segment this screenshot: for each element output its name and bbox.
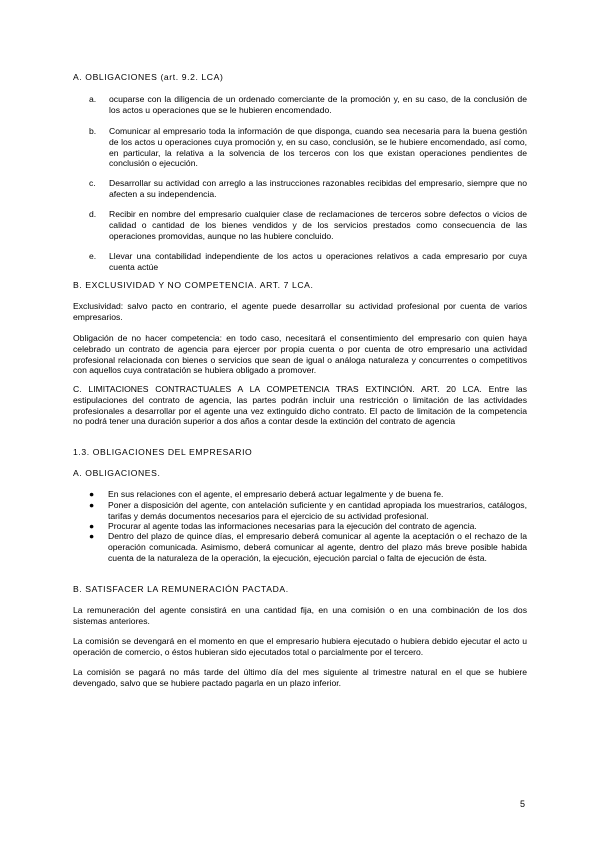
empresario-bullet-1 xyxy=(89,489,527,500)
item-label: c. xyxy=(89,178,96,188)
item-label: e. xyxy=(89,251,97,261)
item-text: Comunicar al empresario toda la información de que disponga, cuando sea necesaria para la buena gestión de los actos u operaciones cuya promoción y, en su caso, conclusión, se le hubiere encomendado, así como, en particular, la relativa a la solvencia de los terceros con los que existan operaciones pendientes de conclusión o ejecución. xyxy=(109,126,527,169)
section-a-obligaciones-heading: A. OBLIGACIONES (art. 9.2. LCA) xyxy=(73,72,224,82)
bullet-text: Dentro del plazo de quince días, el empresario deberá comunicar al agente la aceptación o el rechazo de la operación comunicada. Asimismo, deberá comunicar al agente, dentro del plazo más breve posible habida cuenta de la naturaleza de la operación, la ejecución, ejecución parcial o falta de ejecución de ésta. xyxy=(108,531,527,563)
bullet-text: Poner a disposición del agente, con antelación suficiente y en cantidad apropiada los muestrarios, catálogos, tarifas y demás documentos necesarios para el ejercicio de su actividad profesional. xyxy=(108,500,527,521)
bullet-icon: ● xyxy=(89,500,95,510)
section-b-exclusividad-heading: B. EXCLUSIVIDAD Y NO COMPETENCIA. ART. 7 LCA. xyxy=(73,280,314,290)
remuneracion-paragraph-2: La comisión se devengará en el momento en que el empresario hubiera ejecutado o hubiera debido ejecutar el acto u operación de comercio, o éstos hubieran sido ejecutados total o parcialmente por el tercero. xyxy=(73,636,527,657)
empresario-obligaciones-heading: A. OBLIGACIONES. xyxy=(73,468,161,478)
item-text: Recibir en nombre del empresario cualquier clase de reclamaciones de terceros sobre defectos o vicios de calidad o cantidad de los bienes vendidos y de los servicios prestados como consecuencia de las operaciones promovidas, aunque no las hubiere concluido. xyxy=(109,209,527,241)
obligacion-item-c xyxy=(89,178,527,200)
item-text: ocuparse con la diligencia de un ordenado comerciante de la promoción y, en su caso, de la conclusión de los actos u operaciones que se le hubieren encomendado. xyxy=(109,94,527,115)
item-text: Desarrollar su actividad con arreglo a las instrucciones razonables recibidas del empresario, siempre que no afecten a su independencia. xyxy=(109,178,527,199)
section-1-3-heading: 1.3. OBLIGACIONES DEL EMPRESARIO xyxy=(73,447,253,457)
obligacion-item-e xyxy=(89,251,527,273)
no-competencia-paragraph: Obligación de no hacer competencia: en todo caso, necesitará el consentimiento del empresario con quien haya celebrado un contrato de agencia para ejercer por propia cuenta o por cuenta de otro empresario una actividad profesional relacionada con bienes o servicios que sean de igual o análoga naturaleza y concurrentes o competitivos con aquellos cuya contratación se hubiera obligado a promover. xyxy=(73,333,527,376)
empresario-bullet-4 xyxy=(89,531,527,563)
item-label: a. xyxy=(89,94,97,104)
bullet-text: Procurar al agente todas las informaciones necesarias para la ejecución del contrato de agencia. xyxy=(108,521,477,531)
obligacion-item-d xyxy=(89,209,527,241)
bullet-icon: ● xyxy=(89,531,95,541)
obligacion-item-b xyxy=(89,126,527,169)
item-label: d. xyxy=(89,209,97,219)
bullet-icon: ● xyxy=(89,521,95,531)
remuneracion-paragraph-1: La remuneración del agente consistirá en una cantidad fija, en una comisión o en una combinación de los dos sistemas anteriores. xyxy=(73,605,527,626)
empresario-bullet-2 xyxy=(89,500,527,522)
bullet-icon: ● xyxy=(89,489,95,499)
bullet-text: En sus relaciones con el agente, el empresario deberá actuar legalmente y de buena fe. xyxy=(108,489,444,499)
item-text: Llevar una contabilidad independiente de los actos u operaciones relativos a cada empresario por cuya cuenta actúe xyxy=(109,251,527,272)
remuneracion-heading: B. SATISFACER LA REMUNERACIÓN PACTADA. xyxy=(73,584,289,594)
item-label: b. xyxy=(89,126,97,136)
page-number: 5 xyxy=(520,799,526,809)
exclusividad-paragraph: Exclusividad: salvo pacto en contrario, el agente puede desarrollar su actividad profesional por cuenta de varios empresarios. xyxy=(73,301,527,322)
remuneracion-paragraph-3: La comisión se pagará no más tarde del último día del mes siguiente al trimestre natural en el que se hubiere devengado, salvo que se hubiere pactado pagarla en un plazo inferior. xyxy=(73,667,527,688)
obligacion-item-a xyxy=(89,94,527,116)
section-c-limitaciones-paragraph: C. LIMITACIONES CONTRACTUALES A LA COMPETENCIA TRAS EXTINCIÓN. ART. 20 LCA. Entre las estipulaciones del contrato de agencia, las partes podrán incluir una restricción o limitación de las actividades profesionales a desarrollar por el agente una vez extinguido dicho contrato. El pacto de limitación de la competencia no podrá tener una duración superior a dos años a contar desde la extinción del contrato de agencia xyxy=(73,384,527,427)
